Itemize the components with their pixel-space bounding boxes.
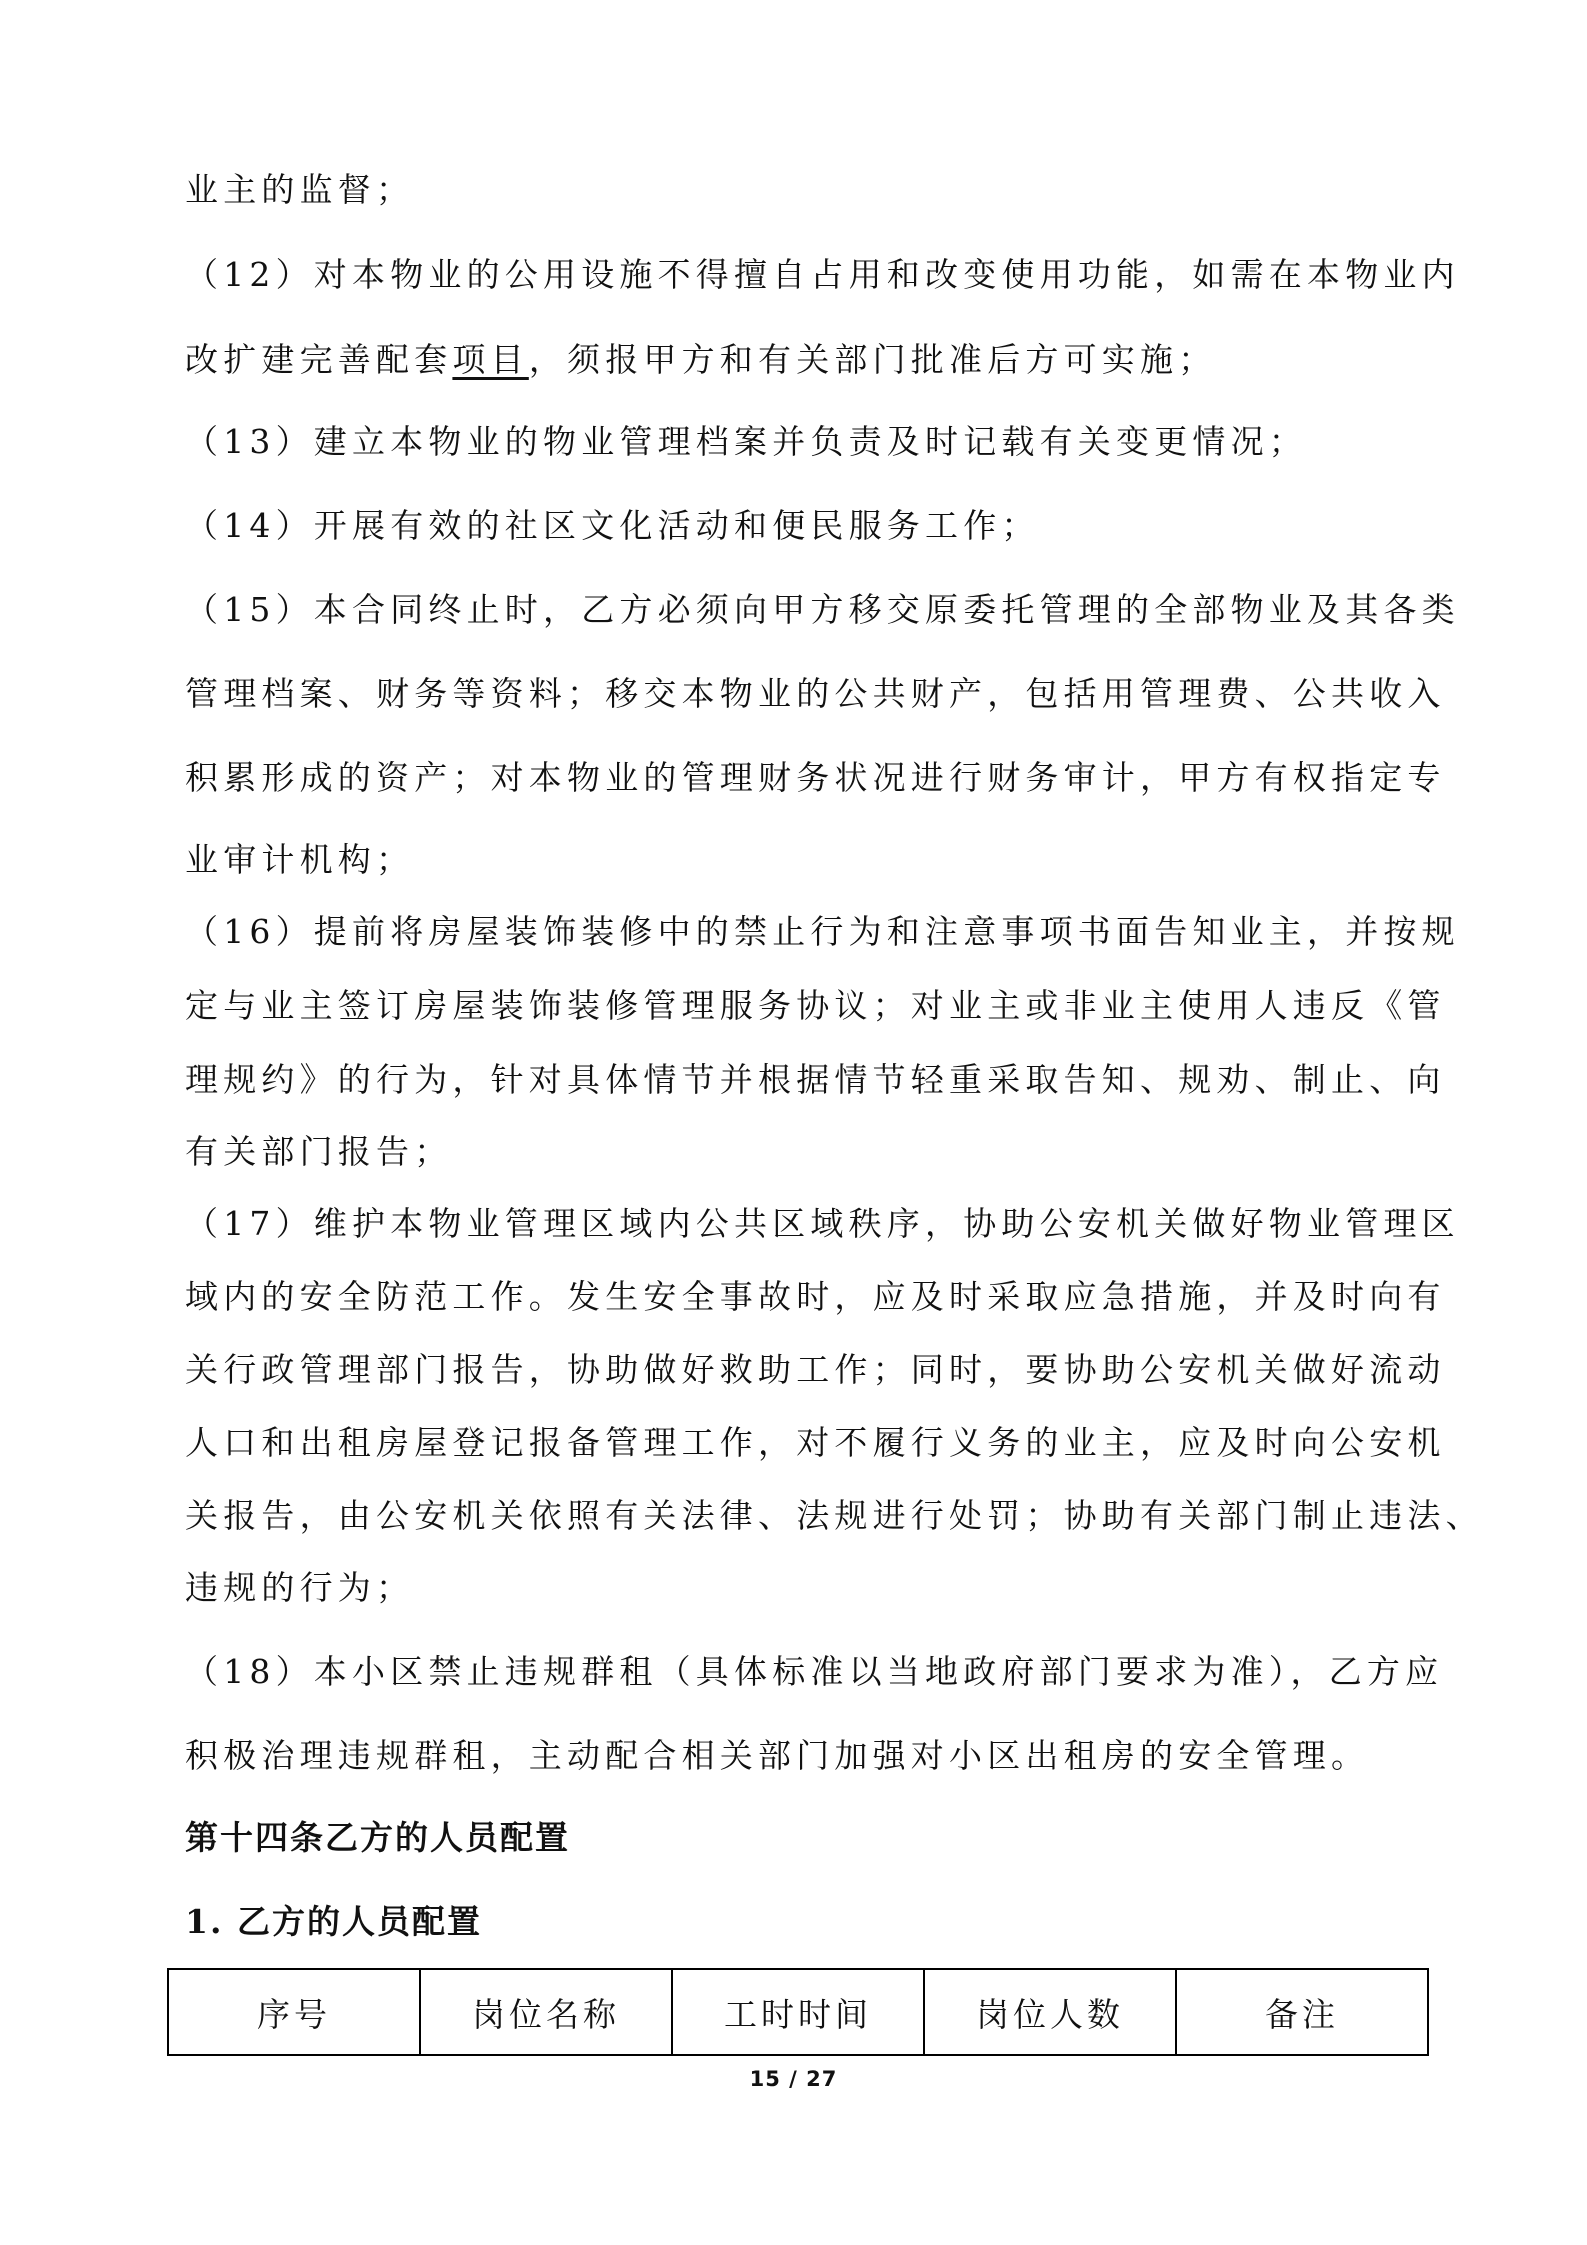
table-header-cell-position: 岗位名称 xyxy=(420,1969,672,2055)
table-header-row xyxy=(168,1969,1428,2055)
body-line: （18）本小区禁止违规群租（具体标准以当地政府部门要求为准），乙方应 xyxy=(185,1652,1444,1691)
body-line: 关行政管理部门报告，协助做好救助工作；同时，要协助公安机关做好流动 xyxy=(185,1350,1446,1389)
underlined-term: 项目 xyxy=(452,340,529,379)
staffing-table xyxy=(167,1968,1429,2056)
body-line: 人口和出租房屋登记报备管理工作，对不履行义务的业主，应及时向公安机 xyxy=(185,1423,1446,1462)
page-number: 15 / 27 xyxy=(749,2067,838,2091)
body-line: 积累形成的资产；对本物业的管理财务状况进行财务审计，甲方有权指定专 xyxy=(185,758,1446,797)
body-line: （15）本合同终止时，乙方必须向甲方移交原委托管理的全部物业及其各类 xyxy=(185,590,1460,629)
table-header-cell-headcount: 岗位人数 xyxy=(924,1969,1176,2055)
body-text: 改扩建完善配套 xyxy=(185,340,453,379)
body-line xyxy=(185,340,1216,380)
body-line: 业审计机构； xyxy=(185,840,415,879)
body-line: （17）维护本物业管理区域内公共区域秩序，协助公安机关做好物业管理区 xyxy=(185,1204,1460,1243)
body-line: （16）提前将房屋装饰装修中的禁止行为和注意事项书面告知业主，并按规 xyxy=(185,912,1460,951)
table-header-cell-hours: 工时时间 xyxy=(672,1969,924,2055)
body-line: （12）对本物业的公用设施不得擅自占用和改变使用功能，如需在本物业内 xyxy=(185,255,1460,294)
body-line: 关报告，由公安机关依照有关法律、法规进行处罚；协助有关部门制止违法、 xyxy=(185,1496,1484,1535)
body-line: 理规约》的行为，针对具体情节并根据情节轻重采取告知、规劝、制止、向 xyxy=(185,1060,1446,1099)
body-line: （13）建立本物业的物业管理档案并负责及时记载有关变更情况； xyxy=(185,422,1307,461)
section-heading: 1. 乙方的人员配置 xyxy=(185,1902,482,1941)
body-text: ，须报甲方和有关部门批准后方可实施； xyxy=(528,340,1217,379)
body-line: （14）开展有效的社区文化活动和便民服务工作； xyxy=(185,506,1040,545)
body-line: 域内的安全防范工作。发生安全事故时，应及时采取应急措施，并及时向有 xyxy=(185,1277,1446,1316)
body-line: 积极治理违规群租，主动配合相关部门加强对小区出租房的安全管理。 xyxy=(185,1736,1370,1775)
body-line: 违规的行为； xyxy=(185,1568,415,1607)
table-header-cell-remarks: 备注 xyxy=(1176,1969,1428,2055)
article-heading: 第十四条乙方的人员配置 xyxy=(185,1818,570,1857)
body-line: 业主的监督； xyxy=(185,170,415,209)
body-line: 管理档案、财务等资料；移交本物业的公共财产，包括用管理费、公共收入 xyxy=(185,674,1446,713)
body-line: 有关部门报告； xyxy=(185,1132,453,1171)
body-line: 定与业主签订房屋装饰装修管理服务协议；对业主或非业主使用人违反《管 xyxy=(185,986,1446,1025)
table-header-cell-index: 序号 xyxy=(168,1969,420,2055)
